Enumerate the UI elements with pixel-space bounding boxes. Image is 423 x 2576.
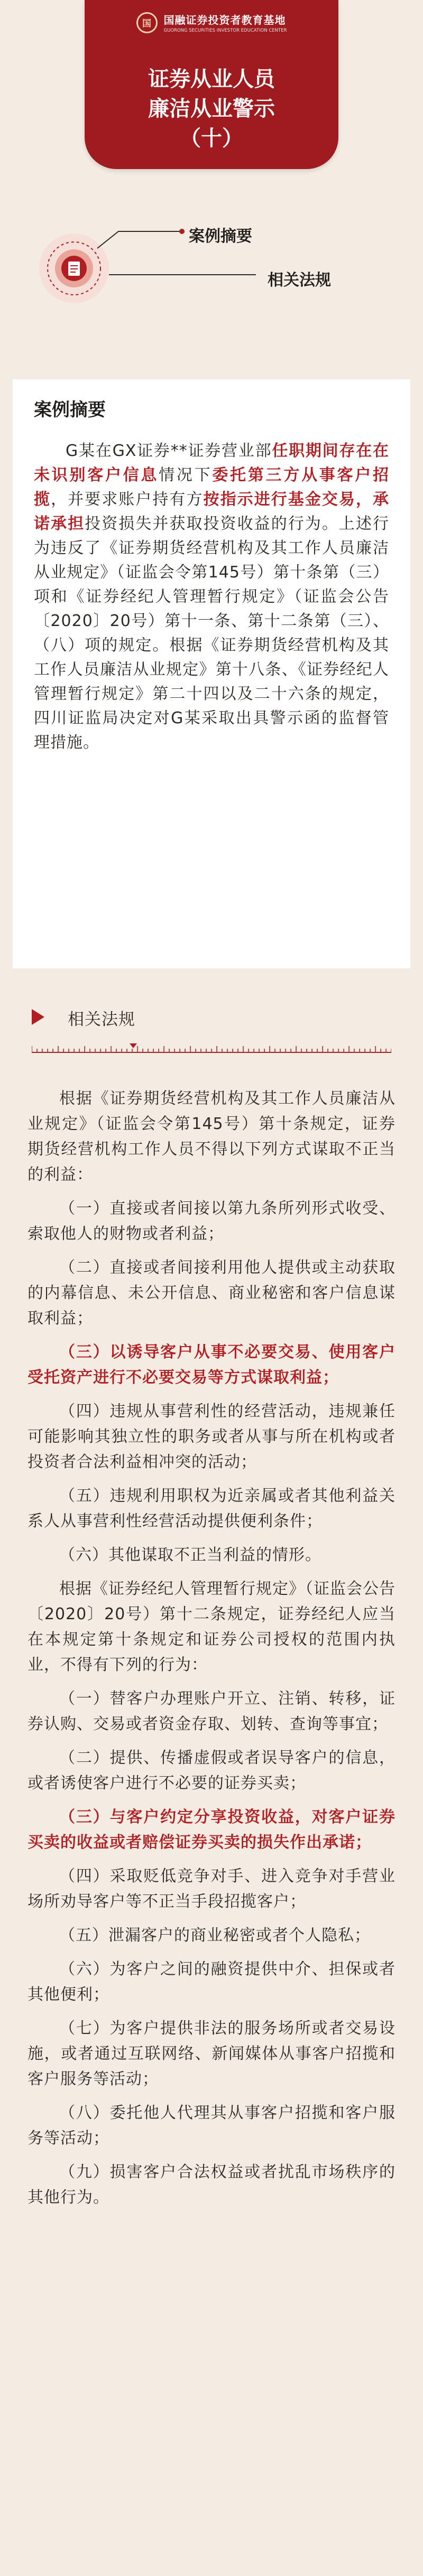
page-title bbox=[85, 64, 338, 153]
law-paragraph: （七）为客户提供非法的服务场所或者交易设施，或者通过互联网络、新闻媒体从事客户招揽和客户服务等活动； bbox=[27, 2019, 396, 2088]
ruler-divider bbox=[32, 1042, 391, 1054]
highlight-text: 委托第三方从事客户招揽 bbox=[34, 466, 390, 509]
law-paragraph: （六）为客户之间的融资提供中介、担保或者其他便利； bbox=[27, 1960, 396, 2004]
law-paragraph: 根据《证券期货经营机构及其工作人员廉洁从业规定》（证监会令第145号）第十条规定，证券期货经营机构工作人员不得以下列方式谋取不正当的利益： bbox=[27, 1089, 396, 1184]
connector-line bbox=[97, 231, 182, 248]
law-paragraph: （一）直接或者间接以第九条所列形式收受、索取他人的财物或者利益； bbox=[27, 1199, 396, 1243]
nav-case-summary-link[interactable]: 案例摘要 bbox=[189, 227, 252, 246]
law-paragraph: （二）提供、传播虚假或者误导客户的信息，或者诱使客户进行不必要的证券买卖； bbox=[27, 1749, 396, 1793]
highlight-text: 任职期间存在在未识别客户信息 bbox=[34, 442, 390, 484]
related-laws-body bbox=[27, 1086, 396, 2219]
brand bbox=[85, 12, 338, 33]
title-line: 证券从业人员 bbox=[148, 67, 275, 91]
related-laws-heading: 相关法规 bbox=[68, 1010, 135, 1029]
law-paragraph: （二）直接或者间接利用他人提供或主动获取的内幕信息、未公开信息、商业秘密和客户信息谋取利益； bbox=[27, 1258, 396, 1328]
highlight-text: 按指示进行基金交易，承诺承担 bbox=[34, 490, 390, 533]
law-paragraph: （四）违规从事营利性的经营活动，违规兼任可能影响其独立性的职务或者从事与所在机构或者投资者合法利益相冲突的活动； bbox=[27, 1402, 396, 1471]
law-paragraph: （九）损害客户合法权益或者扰乱市场秩序的其他行为。 bbox=[27, 2163, 396, 2207]
related-laws-section-header bbox=[25, 998, 401, 1062]
law-paragraph: （五）违规利用职权为近亲属或者其他利益关系人从事营利性经营活动提供便利条件； bbox=[27, 1487, 396, 1530]
connector-dot bbox=[179, 229, 185, 234]
law-paragraph: （六）其他谋取不正当利益的情形。 bbox=[59, 1546, 321, 1564]
brand-name: 国融证券投资者教育基地 bbox=[163, 14, 286, 26]
title-line: （十） bbox=[180, 126, 243, 151]
play-icon bbox=[32, 1009, 44, 1025]
header-banner bbox=[85, 0, 338, 169]
brand-name-english: GUORONG SECURITIES INVESTOR EDUCATION CENTER bbox=[163, 28, 287, 33]
case-summary-text: G某在GX证券**证券营业部任职期间存在在未识别客户信息情况下委托第三方从事客户招揽，并要求账户持有方按指示进行基金交易，承诺承担投资损失并获取投资收益的行为。上述行为违反了《证券期货经营机构及其工作人员廉洁从业规定》（证监会令第145号）第十条第（三）项和《证券经纪人管理暂行规定》（证监会公告〔2020〕20号）第十一条、第十二条第（三）、（八）项的规定。根据《证券期货经营机构及其工作人员廉洁从业规定》第十八条、《证券经纪人管理暂行规定》第二十四以及二十六条的规定，四川证监局决定对G某采取出具警示函的监督管理措施。 bbox=[34, 442, 390, 752]
law-paragraph: （一）替客户办理账户开立、注销、转移，证券认购、交易或者资金存取、划转、查询等事宜； bbox=[27, 1690, 396, 1733]
brand-logo: 国 bbox=[136, 12, 158, 33]
case-summary-heading: 案例摘要 bbox=[34, 399, 106, 421]
law-paragraph: 根据《证券经纪人管理暂行规定》（证监会公告〔2020〕20号）第十二条规定，证券经纪人应当在本规定第十条规定和证券公司授权的范围内执业，不得有下列的行为： bbox=[27, 1580, 396, 1674]
law-paragraph: （五）泄漏客户的商业秘密或者个人隐私； bbox=[59, 1926, 371, 1945]
law-paragraph: （八）委托他人代理其从事客户招揽和客户服务等活动； bbox=[27, 2104, 396, 2148]
law-paragraph-highlighted: （三）与客户约定分享投资收益，对客户证券买卖的收益或者赔偿证券买卖的损失作出承诺； bbox=[27, 1808, 396, 1852]
ruler-marker-icon bbox=[130, 1043, 137, 1048]
title-line: 廉洁从业警示 bbox=[148, 97, 275, 121]
law-paragraph: （四）采取贬低竞争对手、进入竞争对手营业场所劝导客户等不正当手段招揽客户； bbox=[27, 1867, 396, 1911]
law-paragraph-highlighted: （三）以诱导客户从事不必要交易、使用客户受托资产进行不必要交易等方式谋取利益； bbox=[27, 1343, 396, 1387]
case-summary-card bbox=[13, 379, 410, 968]
nav-related-laws-link[interactable]: 相关法规 bbox=[268, 271, 331, 290]
